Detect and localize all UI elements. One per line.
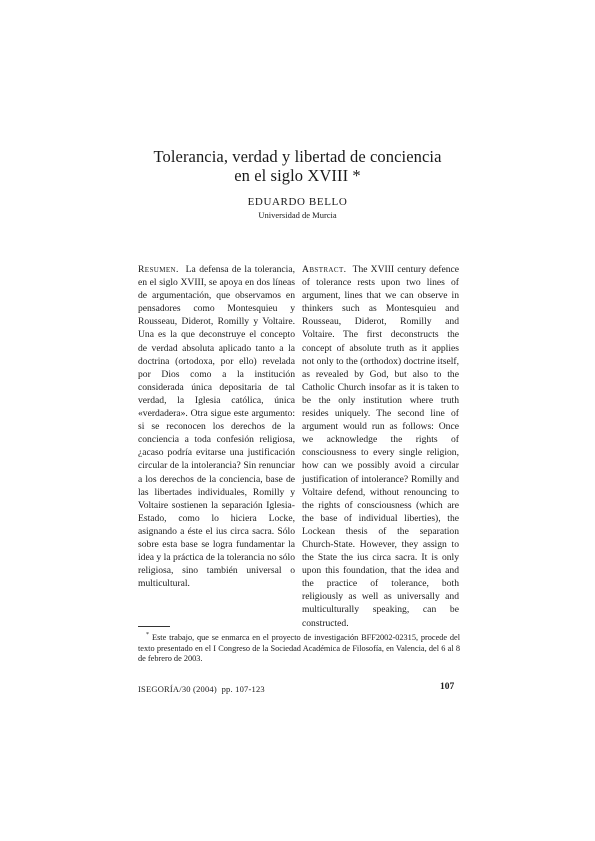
- resumen-column: [138, 263, 295, 590]
- title-line-2: en el siglo XVIII *: [234, 166, 361, 185]
- abstract-paragraph: [302, 263, 459, 630]
- journal-citation: [138, 684, 265, 694]
- resumen-text: La defensa de la tolerancia, en el siglo XVIII, se apoya en dos líneas de argumentación, que observamos en pensadores como Montesquieu y Rousseau, Diderot, Romilly y Voltaire. Una es la que deconstruye el concepto de verdad absoluta aplicado tanto a la doctrina (ortodoxa, por ello) revelada por Dios como a la institución considerada única depositaria de tal verdad, la Iglesia católica, única «verdadera». Otra sigue este argumento: si se reconocen los derechos de la conciencia a toda confesión religiosa, ¿acaso podría evitarse una justificación circular de la intolerancia? Sin renunciar a los derechos de la conciencia, base de las libertades individuales, Romilly y Voltaire sostienen la separación Iglesia-Estado, como lo hiciera Locke, asignando a éste el ius circa sacra. Sólo sobre esta base se logra fundamentar la idea y la práctica de la tolerancia no sólo religiosa, sino también universal o multicultural.: [138, 264, 295, 590]
- title-line-1: Tolerancia, verdad y libertad de conciencia: [153, 147, 442, 166]
- journal-name: ISEGORÍA/30 (2004): [138, 684, 217, 694]
- footnote-divider: [138, 626, 170, 627]
- footnote: [138, 630, 460, 665]
- author-affiliation: Universidad de Murcia: [258, 210, 337, 220]
- author-name: EDUARDO BELLO: [247, 196, 348, 208]
- resumen-heading: Resumen.: [138, 264, 179, 275]
- footnote-mark: *: [146, 632, 149, 638]
- article-title: [0, 147, 595, 185]
- footnote-text: Este trabajo, que se enmarca en el proyecto de investigación BFF2002-02315, procede del texto presentado en el I Congreso de la Sociedad Académica de Filosofía, en Valencia, del 6 al 8 de febrero de 2003.: [138, 632, 460, 664]
- abstract-text: The XVIII century defence of tolerance rests upon two lines of argument, lines that we can observe in thinkers such as Montesquieu and Rousseau, Diderot, Romilly and Voltaire. The first deconstructs the concept of absolute truth as it applies not only to the (orthodox) doctrine itself, as revealed by God, but also to the Catholic Church insofar as it is taken to be the only institution where truth resides uniquely. The second line of argument would run as follows: Once we acknowledge the rights of consciousness to every single religion, how can we possibly avoid a circular justification of intolerance? Romilly and Voltaire defend, without renouncing to the rights of consciousness (which are the base of individual liberties), the Lockean thesis of the separation Church-State. However, they assign to the State the ius circa sacra. It is only upon this foundation, that the idea and the practice of tolerance, both religiously as well as universally and multiculturally speaking, can be constructed.: [302, 264, 460, 629]
- page-range: pp. 107-123: [221, 684, 265, 694]
- abstract-column: [302, 263, 459, 630]
- abstract-heading: Abstract.: [302, 264, 347, 275]
- page-number: 107: [440, 682, 455, 692]
- resumen-paragraph: [138, 263, 295, 590]
